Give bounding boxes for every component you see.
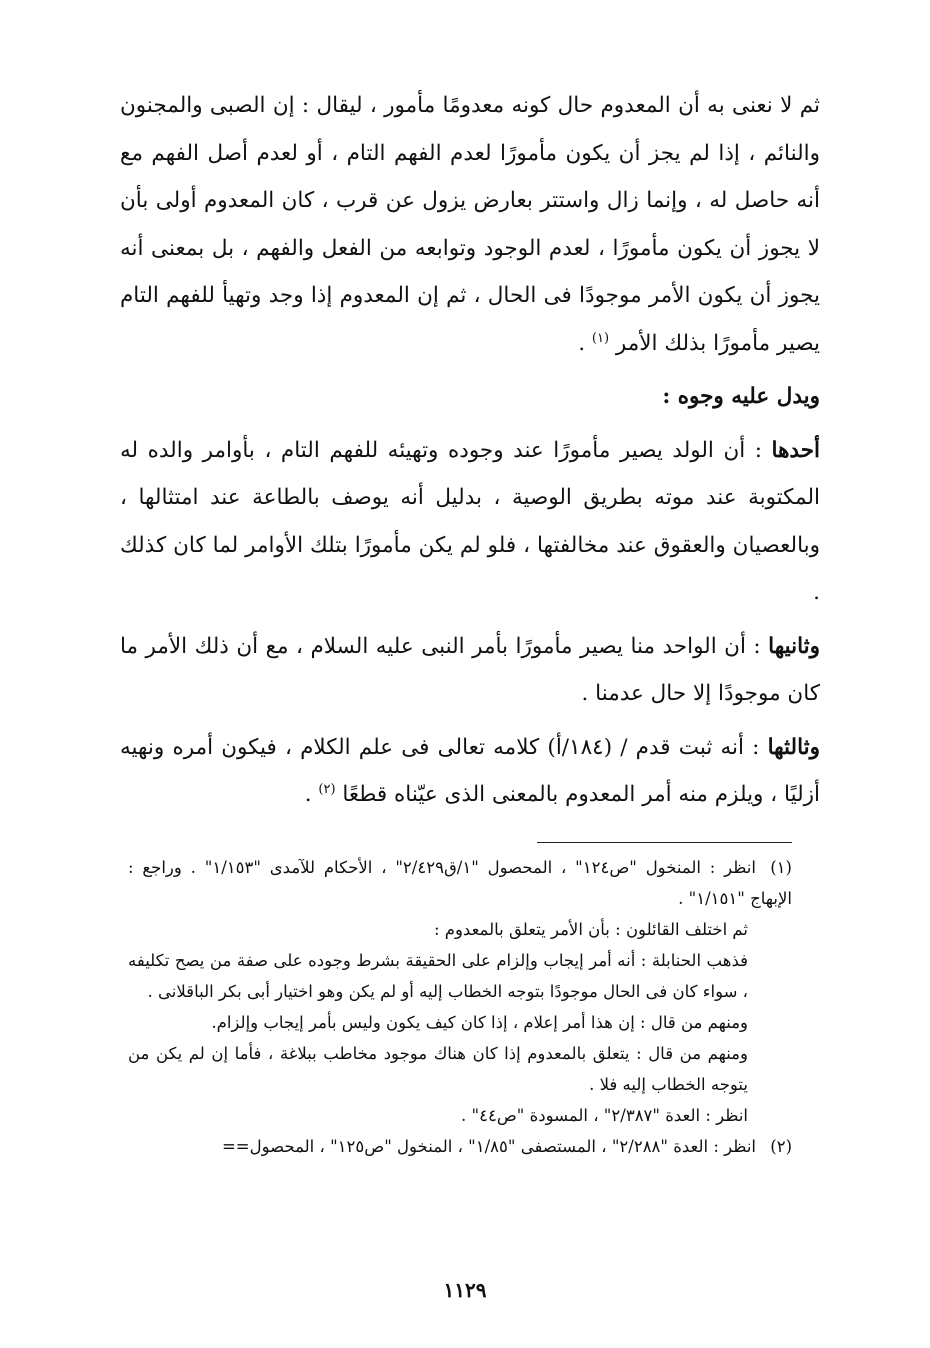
paragraph-1-end: . (578, 330, 592, 356)
footnote-ref-2: (٢) (318, 781, 336, 797)
footnote-2-number: (٢) (770, 1137, 792, 1156)
footnote-2-line-1 (128, 1131, 792, 1162)
paragraph-1-text: ثم لا نعنى به أن المعدوم حال كونه معدومًا مأمور ، ليقال : إن الصبى والمجنون والنائم ، إذا لم يجز أن يكون مأمورًا لعدم الفهم التام ، أو لعدم أصل الفهم مع أنه حاصل له ، وإنما زال واستتر بعارض يزول عن قرب ، كان المعدوم أولى بأن لا يجوز أن يكون مأمورًا ، لعدم الوجود وتوابعه من الفعل والفهم ، بل بمعنى أنه يجوز أن يكون الأمر موجودًا فى الحال ، ثم إن المعدوم إذا وجد وتهيأ للفهم التام يصير مأمورًا بذلك الأمر (120, 93, 820, 356)
footnote-2-text: انظر : العدة "٢/٢٨٨" ، المستصفى "١/٨٥" ، المنخول "ص١٢٥" ، المحصول== (221, 1137, 756, 1156)
footnotes (128, 852, 792, 1162)
paragraph-2: ويدل عليه وجوه : (662, 384, 820, 409)
footnote-1-line-4: ومنهم من قال : إن هذا أمر إعلام ، إذا كان كيف يكون وليس بأمر إيجاب وإلزام. (211, 1013, 748, 1032)
footnote-separator (537, 842, 792, 843)
footnote-1-line-2: ثم اختلف القائلون : بأن الأمر يتعلق بالمعدوم : (433, 920, 748, 939)
paragraph-5-text: : أنه ثبت قدم / (١٨٤/أ) كلامه تعالى فى علم الكلام ، فيكون أمره ونهيه أزليًا ، ويلزم منه أمر المعدوم بالمعنى الذى عيّناه قطعًا (120, 734, 820, 807)
footnote-1-line-1 (128, 852, 792, 914)
paragraph-4 (120, 623, 820, 718)
paragraph-3-lead: أحدها (771, 437, 820, 463)
paragraph-5-end: . (304, 782, 319, 807)
footnote-1-text: انظر : المنخول "ص١٢٤" ، المحصول "١/ق٢/٤٢٩" ، الأحكام للآمدى "١/١٥٣" . وراجع : الإبهاج "١/١٥١" . (128, 858, 792, 908)
paragraph-5 (120, 724, 820, 819)
footnote-1-line-5: ومنهم من قال : يتعلق بالمعدوم إذا كان هناك موجود مخاطب ببلاغة ، فأما إن لم يكن من يتوجه الخطاب إليه فلا . (128, 1044, 748, 1094)
page-number: ١١٢٩ (443, 1278, 487, 1302)
paragraph-3-text: : أن الولد يصير مأمورًا عند وجوده وتهيئه للفهم التام ، بأوامر والده له المكتوبة عند موته بطريق الوصية ، بدليل أنه يوصف بالطاعة عند امتثالها ، وبالعصيان والعقوق عند مخالفتها ، فلو لم يكن مأمورًا بتلك الأوامر لما كان كذلك . (120, 437, 820, 605)
footnote-1-line-3: فذهب الحنابلة : أنه أمر إيجاب وإلزام على الحقيقة بشرط وجوده على صفة من يصح تكليفه ، سواء كان فى الحال موجودًا بتوجه الخطاب إليه أو لم يكن وهو اختيار أبى بكر الباقلانى . (128, 951, 748, 1001)
footnote-ref-1: (١) (591, 330, 610, 346)
footnote-1-line-6: انظر : العدة "٢/٣٨٧" ، المسودة "ص٤٤" . (461, 1106, 748, 1125)
paragraph-1 (120, 82, 820, 367)
footnote-1-number: (١) (770, 858, 792, 877)
main-text (120, 82, 820, 819)
paragraph-4-lead: وثانيها (768, 633, 820, 659)
paragraph-3 (120, 427, 820, 617)
paragraph-5-lead: وثالثها (767, 734, 820, 760)
paragraph-4-text: : أن الواحد منا يصير مأمورًا بأمر النبى عليه السلام ، مع أن ذلك الأمر ما كان موجودًا إلا حال عدمنا . (120, 633, 820, 706)
